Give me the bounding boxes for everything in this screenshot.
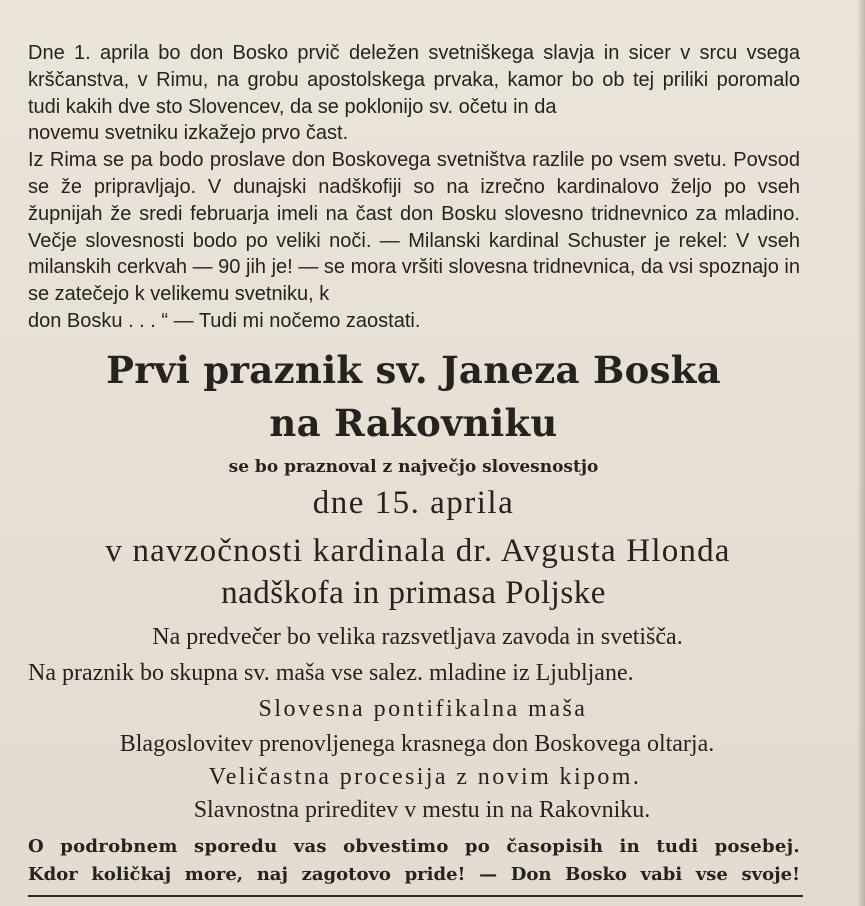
bottom-divider xyxy=(28,895,803,897)
announcement-title-line-2: na Rakovniku xyxy=(269,401,558,445)
intro-paragraph-2-end: don Bosku . . . “ — Tudi mi nočemo zaostati. xyxy=(28,309,421,332)
footer-line-1: O podrobnem sporedu vas obvestimo po časopisih in tudi posebej. xyxy=(28,836,800,857)
announcement-title-line-1: Prvi praznik sv. Janeza Boska xyxy=(106,348,721,392)
announcement-date: dne 15. aprila xyxy=(312,485,515,521)
event-item: Blagoslovitev prenovljenega krasnega don Boskovega oltarja. xyxy=(119,731,715,757)
page-edge-shadow xyxy=(857,0,865,906)
event-item: Slovesna pontifikalna maša xyxy=(258,696,588,722)
event-item: Na praznik bo skupna sv. maša vse salez. mladine iz Ljubljane. xyxy=(28,660,634,686)
event-item: Veličastna procesija z novim kipom. xyxy=(208,764,642,790)
intro-paragraph-1-end: novemu svetniku izkažejo prvo čast. xyxy=(28,122,349,145)
intro-paragraph-2-body: Iz Rima se pa bodo proslave don Boskovega svetništva razlile po vsem svetu. Povsod se že pripravljajo. V dunajski nadškofiji so na izrečno kardinalovo željo po vseh župnijah že sredi februarja imeli na čast don Bosku slovesno tridnevnico za mladino. Večje slovesnosti bodo po veliki noči. — Milanski kardinal Schuster je rekel: V vseh milanskih cerkvah — 90 jih je! — se mora vršiti slovesna tridnevnica, da vsi spoznajo in se zatečejo k velikemu svetniku, k xyxy=(28,149,800,306)
announcement-subtitle: se bo praznoval z največjo slovesnostjo xyxy=(228,457,599,477)
intro-paragraph-2 xyxy=(28,147,800,335)
announcement-archbishop: nadškofa in primasa Poljske xyxy=(221,575,606,611)
announcement-presence: v navzočnosti kardinala dr. Avgusta Hlonda xyxy=(105,533,731,569)
event-item: Slavnostna prireditev v mestu in na Rakovniku. xyxy=(193,797,651,823)
intro-paragraph-1-body: Dne 1. aprila bo don Bosko prvič deležen svetniškega slavja in sicer v srcu vsega krščanstva, v Rimu, na grobu apostolskega prvaka, kamor bo ob tej priliki poromalo tudi kakih dve sto Slovencev, da se poklonijo sv. očetu in da xyxy=(28,42,800,118)
footer-line-2: Kdor količkaj more, naj zagotovo pride! — Don Bosko vabi vse svoje! xyxy=(28,864,800,885)
intro-text xyxy=(28,40,800,335)
event-item: Na predvečer bo velika razsvetljava zavoda in svetišča. xyxy=(152,624,683,650)
intro-paragraph-1 xyxy=(28,40,800,147)
